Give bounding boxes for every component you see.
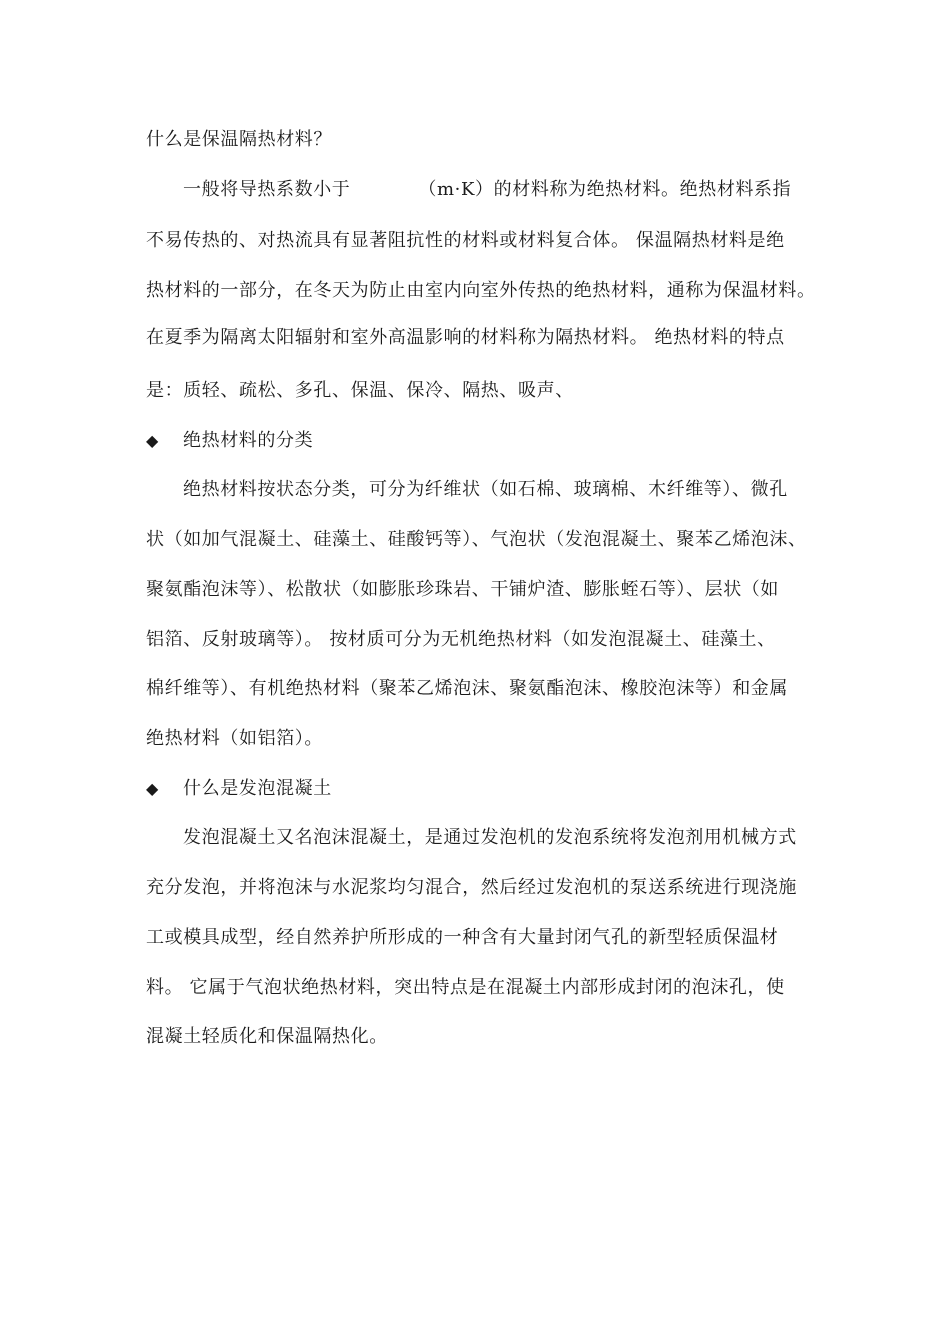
diamond-bullet-icon: ◆ <box>146 779 159 798</box>
paragraph-line: 工或模具成型，经自然养护所形成的一种含有大量封闭气孔的新型轻质保温材 <box>146 927 779 948</box>
paragraph-line: 棉纤维等）、有机绝热材料（聚苯乙烯泡沫、聚氨酯泡沫、橡胶泡沫等）和金属 <box>146 678 788 699</box>
paragraph-line: 在夏季为隔离太阳辐射和室外高温影响的材料称为隔热材料。 绝热材料的特点 <box>146 327 785 348</box>
section-heading-foam-concrete <box>146 776 816 802</box>
paragraph-line: 聚氨酯泡沫等）、松散状（如膨胀珍珠岩、干铺炉渣、膨胀蛭石等）、层状（如 <box>146 579 779 600</box>
paragraph-line: 绝热材料按状态分类，可分为纤维状（如石棉、玻璃棉、木纤维等）、微孔 <box>183 479 788 500</box>
paragraph-line: 不易传热的、对热流具有显著阻抗性的材料或材料复合体。 保温隔热材料是绝 <box>146 230 785 251</box>
paragraph-line: 铝箔、反射玻璃等）。 按材质可分为无机绝热材料（如发泡混凝土、硅藻土、 <box>146 629 776 650</box>
paragraph-text: （m·K）的材料称为绝热材料。绝热材料系指 <box>418 179 792 200</box>
section-heading-classification <box>146 428 816 454</box>
paragraph-line: 混凝土轻质化和保温隔热化。 <box>146 1026 388 1047</box>
paragraph-line: 料。 它属于气泡状绝热材料，突出特点是在混凝土内部形成封闭的泡沫孔，使 <box>146 977 785 998</box>
paragraph-line: 热材料的一部分，在冬天为防止由室内向室外传热的绝热材料，通称为保温材料。 <box>146 280 816 301</box>
paragraph-text: 一般将导热系数小于 <box>183 179 351 200</box>
paragraph-line: 充分发泡，并将泡沫与水泥浆均匀混合，然后经过发泡机的泵送系统进行现浇施 <box>146 877 797 898</box>
paragraph-line: 绝热材料（如铝箔）。 <box>146 728 323 749</box>
paragraph-line: 状（如加气混凝土、硅藻土、硅酸钙等）、气泡状（发泡混凝土、聚苯乙烯泡沫、 <box>146 529 807 550</box>
diamond-bullet-icon: ◆ <box>146 431 159 450</box>
paragraph-line: 发泡混凝土又名泡沫混凝土，是通过发泡机的发泡系统将发泡剂用机械方式 <box>183 827 797 848</box>
paragraph-line: 是：质轻、疏松、多孔、保温、保冷、隔热、吸声、 <box>146 380 574 401</box>
section-heading-text: 什么是发泡混凝土 <box>183 778 332 799</box>
section-heading-text: 绝热材料的分类 <box>183 430 314 451</box>
document-title: 什么是保温隔热材料？ <box>146 129 332 150</box>
paragraph-line <box>183 177 816 203</box>
